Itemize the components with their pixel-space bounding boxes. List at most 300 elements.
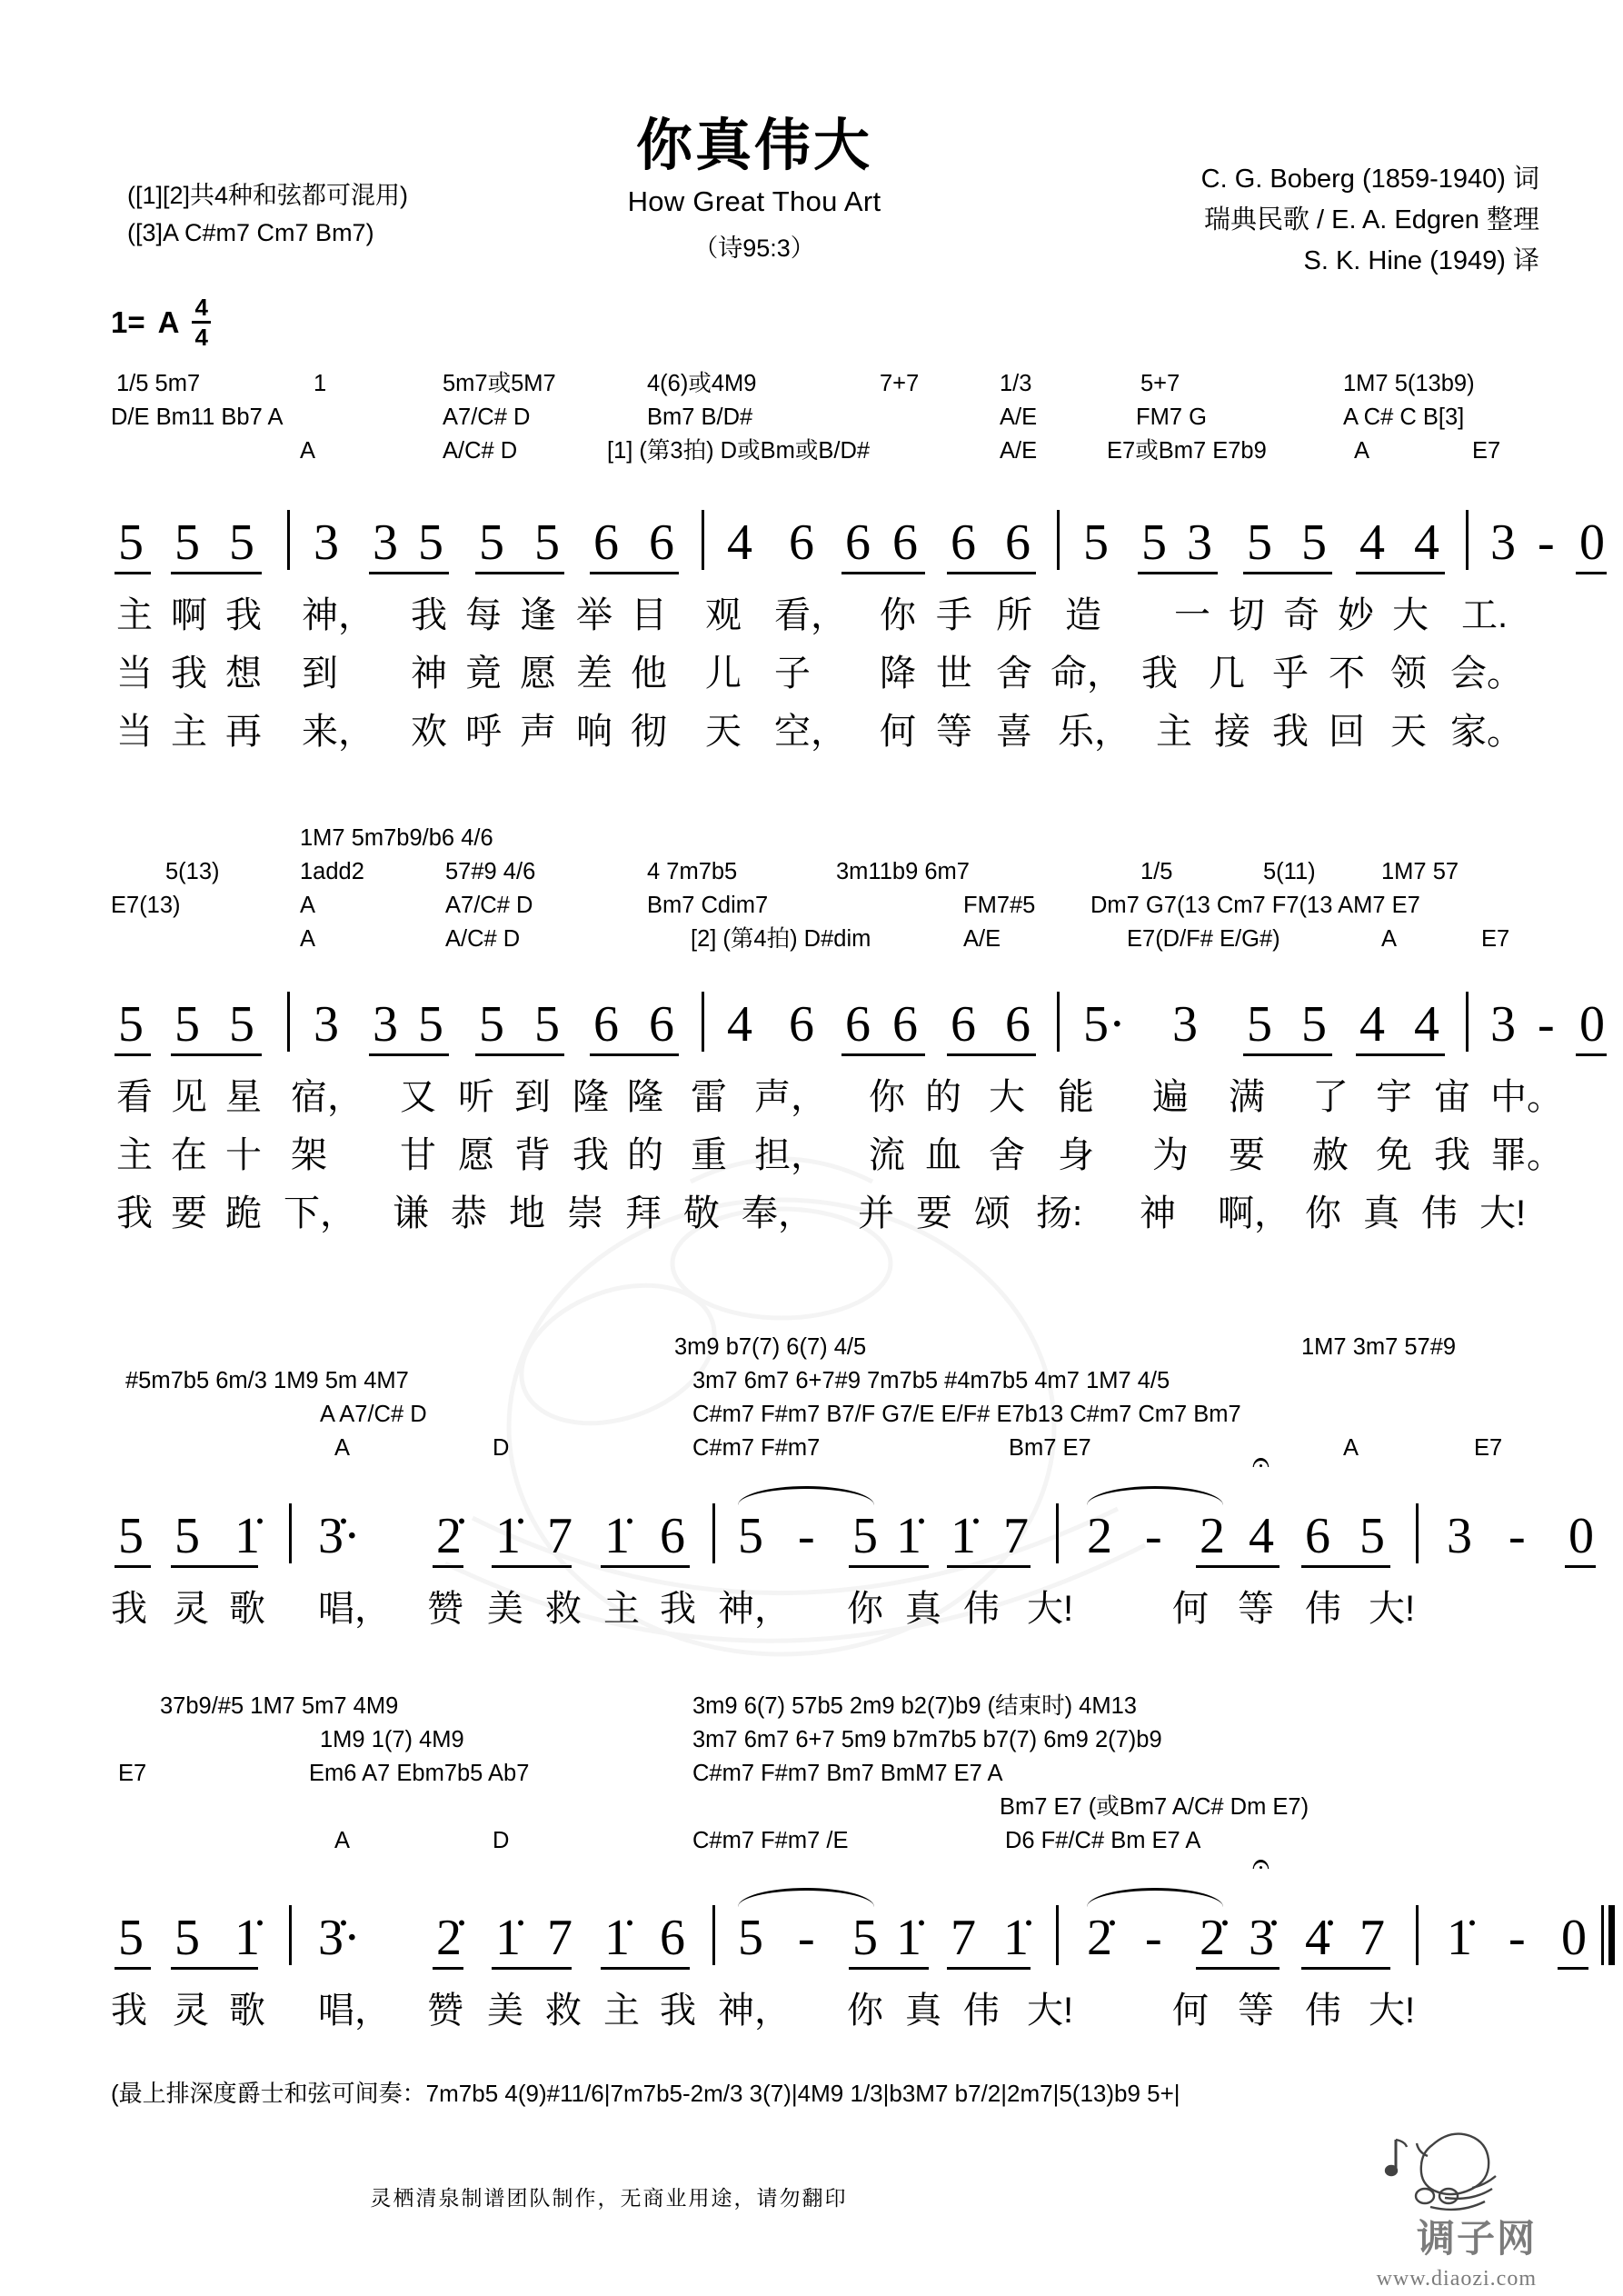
melody-note: 5 bbox=[852, 1910, 878, 1966]
lyric-char: 儿 bbox=[705, 654, 742, 694]
melody-note: 4 bbox=[1359, 996, 1385, 1053]
lyric-char: 又 bbox=[400, 1077, 436, 1117]
barline bbox=[289, 1503, 292, 1563]
credit-translator: S. K. Hine (1949) 译 bbox=[1303, 245, 1539, 275]
lyric-verse-1 bbox=[0, 586, 1623, 644]
melody-note: 5 bbox=[118, 514, 144, 571]
chord: A bbox=[334, 1828, 351, 1853]
lyric-char: 隆 bbox=[573, 1077, 609, 1117]
lyric-verse-2 bbox=[0, 1126, 1623, 1184]
lyric-char: 大! bbox=[1369, 1589, 1416, 1629]
system-4-chords bbox=[0, 1695, 1623, 1863]
beam bbox=[1356, 572, 1445, 575]
melody-note: 2̇ bbox=[1200, 1910, 1225, 1966]
site-watermark bbox=[1377, 2209, 1537, 2291]
chord: 5(13) bbox=[165, 859, 220, 884]
lyric-char: 恭 bbox=[451, 1193, 487, 1233]
lyric-char: 赞 bbox=[427, 1991, 463, 2031]
lyric-char: 见 bbox=[171, 1077, 207, 1117]
lyric-char: 我 bbox=[573, 1135, 609, 1175]
chord: 1M7 5(13b9) bbox=[1343, 371, 1475, 396]
melody-note: 6 bbox=[593, 514, 619, 571]
system-4-lyrics bbox=[0, 1982, 1623, 2040]
lyric-char: 灵 bbox=[173, 1589, 209, 1629]
system-1-chords bbox=[0, 373, 1623, 474]
lyric-char: 切 bbox=[1229, 595, 1265, 635]
interlude-footnote: (最上排深度爵士和弦可间奏：7m7b5 4(9)#11/6|7m7b5-2m/3 3(7)|4M9 1/3|b3M7 b7/2|2m7|5(13)b9 5+| bbox=[111, 2080, 1180, 2107]
lyric-char: 每 bbox=[465, 595, 502, 635]
melody-note: 6 bbox=[951, 514, 976, 571]
lyric-char: 看 bbox=[116, 1077, 153, 1117]
lyric-char: 妙 bbox=[1338, 595, 1374, 635]
melody-note: 5 bbox=[1301, 996, 1327, 1053]
beam bbox=[115, 1565, 151, 1569]
lyric-char: 地 bbox=[509, 1193, 545, 1233]
title-block bbox=[563, 115, 945, 264]
lyric-char: 所 bbox=[996, 595, 1032, 635]
beam bbox=[1138, 572, 1218, 575]
melody-note: 6 bbox=[660, 1910, 685, 1966]
lyric-char: 欢 bbox=[411, 712, 447, 752]
melody-note: 4̇ bbox=[1305, 1910, 1330, 1966]
production-credit: 灵栖清泉制谱团队制作，无商业用途，请勿翻印 bbox=[370, 2187, 848, 2210]
melody-note: 6 bbox=[789, 514, 814, 571]
melody-note: 1̇ bbox=[495, 1910, 521, 1966]
lyric-char: 能 bbox=[1058, 1077, 1094, 1117]
lyric-char: 神， bbox=[302, 595, 374, 635]
melody-note: 4 bbox=[727, 996, 752, 1053]
lyric-char: 差 bbox=[576, 654, 612, 694]
melody-note: 1̇ bbox=[234, 1508, 260, 1564]
chord: 4(6)或4M9 bbox=[647, 371, 757, 396]
lyric-char: 舍 bbox=[996, 654, 1032, 694]
lyric-char: 主 bbox=[116, 1135, 153, 1175]
chord: 1M7 57 bbox=[1381, 859, 1459, 884]
scripture-reference: （诗95:3） bbox=[693, 235, 815, 262]
beam bbox=[1558, 1967, 1588, 1971]
lyric-char: 赞 bbox=[427, 1589, 463, 1629]
barline bbox=[287, 992, 290, 1052]
lyric-char: 的 bbox=[627, 1135, 663, 1175]
melody-note: 3̇· bbox=[318, 1508, 361, 1564]
beam bbox=[590, 1053, 679, 1057]
chord: 3m11b9 6m7 bbox=[836, 859, 970, 884]
site-name: 调子网 bbox=[1416, 2219, 1537, 2261]
melody-note: 6 bbox=[1305, 1508, 1330, 1564]
lyric-char: 奉， bbox=[742, 1193, 814, 1233]
melody-note: 5 bbox=[1141, 514, 1167, 571]
chord: 5+7 bbox=[1140, 371, 1180, 396]
lyric-char: 主 bbox=[1156, 712, 1192, 752]
lyric-char: 乐， bbox=[1058, 712, 1130, 752]
beam bbox=[1243, 1053, 1332, 1057]
chord: E7 bbox=[1474, 1435, 1503, 1461]
chord-note-line-1: ([1][2]共4种和弦都可混用) bbox=[127, 182, 409, 209]
time-signature-numerator: 4 bbox=[192, 295, 210, 324]
lyric-char: 造 bbox=[1065, 595, 1101, 635]
melody-note: - bbox=[1508, 1910, 1526, 1966]
lyric-char: 降 bbox=[880, 654, 916, 694]
chord: 5(11) bbox=[1263, 859, 1316, 884]
chord: A/C# D bbox=[445, 926, 521, 952]
melody-note: - bbox=[798, 1910, 815, 1966]
chord: Bm7 E7 (或Bm7 A/C# Dm E7) bbox=[1000, 1794, 1309, 1820]
barline bbox=[289, 1905, 292, 1965]
fermata-icon: 𝄐 bbox=[1252, 1847, 1270, 1882]
melody-note: 7 bbox=[951, 1910, 976, 1966]
chord: Em6 A7 Ebm7b5 Ab7 bbox=[309, 1761, 530, 1786]
chord: E7 bbox=[1472, 438, 1501, 464]
melody-note: 3 bbox=[314, 996, 339, 1053]
chord: A bbox=[300, 893, 316, 918]
lyric-char: 跪 bbox=[225, 1193, 262, 1233]
chord: A/E bbox=[963, 926, 1001, 952]
barline bbox=[1466, 510, 1469, 570]
lyric-verse-1 bbox=[0, 1982, 1623, 2040]
lyric-char: 担， bbox=[754, 1135, 827, 1175]
lyric-char: 神， bbox=[718, 1991, 791, 2031]
chord: D bbox=[493, 1828, 510, 1853]
lyric-char: 主 bbox=[603, 1589, 640, 1629]
lyric-char: 隆 bbox=[627, 1077, 663, 1117]
chord: A A7/C# D bbox=[320, 1402, 427, 1427]
beam bbox=[492, 1565, 572, 1569]
lyric-char: 彻 bbox=[631, 712, 667, 752]
chord: A/E bbox=[1000, 438, 1038, 464]
time-signature-denominator: 4 bbox=[194, 324, 208, 351]
lyric-char: 我 bbox=[111, 1991, 147, 2031]
barline bbox=[702, 510, 704, 570]
melody-note: 6 bbox=[660, 1508, 685, 1564]
chord: A bbox=[1354, 438, 1370, 464]
chord: 1M9 1(7) 4M9 bbox=[320, 1727, 464, 1752]
beam bbox=[1301, 1967, 1390, 1971]
beam bbox=[171, 1565, 258, 1569]
melody-note: 6 bbox=[789, 996, 814, 1053]
lyric-char: 颂 bbox=[974, 1193, 1011, 1233]
chord: FM7#5 bbox=[963, 893, 1036, 918]
beam bbox=[475, 1053, 564, 1057]
melody-note: 5 bbox=[534, 996, 560, 1053]
melody-note: 5 bbox=[1301, 514, 1327, 571]
lyric-char: 真 bbox=[905, 1991, 941, 2031]
melody-note: - bbox=[1538, 514, 1555, 571]
melody-note: 5 bbox=[174, 1910, 200, 1966]
chord-row-lower bbox=[0, 1437, 1623, 1471]
lyric-char: 接 bbox=[1214, 712, 1250, 752]
chord-row-middle bbox=[0, 894, 1623, 928]
chord-row-top bbox=[0, 1695, 1623, 1729]
lyric-char: 主 bbox=[171, 712, 207, 752]
lyric-char: 主 bbox=[116, 595, 153, 635]
chord: 1/5 5m7 bbox=[116, 371, 201, 396]
slur bbox=[738, 1486, 874, 1505]
melody-note: 6 bbox=[892, 996, 918, 1053]
chord: 57#9 4/6 bbox=[445, 859, 536, 884]
melody-note: 6 bbox=[649, 996, 674, 1053]
key-value: A bbox=[157, 304, 180, 339]
chord: 1/5 bbox=[1140, 859, 1173, 884]
lyric-char: 在 bbox=[171, 1135, 207, 1175]
melody-note: 5 bbox=[1083, 514, 1109, 571]
lyric-char: 我 bbox=[1434, 1135, 1470, 1175]
beam bbox=[369, 1053, 449, 1057]
beam bbox=[947, 1565, 1031, 1569]
melody-note: 5 bbox=[1359, 1508, 1385, 1564]
lyric-char: 啊， bbox=[1218, 1193, 1290, 1233]
lyric-char: 伟 bbox=[1421, 1193, 1458, 1233]
melody-note: - bbox=[1145, 1508, 1162, 1564]
beam bbox=[433, 1967, 463, 1971]
chord: 1 bbox=[314, 371, 327, 396]
lyric-char: 大 bbox=[1392, 595, 1429, 635]
melody-note: 3 bbox=[314, 514, 339, 571]
melody-note: 6 bbox=[951, 996, 976, 1053]
slur bbox=[1087, 1888, 1223, 1907]
melody-note: 5· bbox=[1083, 996, 1126, 1053]
melody-note: 2 bbox=[1087, 1508, 1112, 1564]
melody-note: 5 bbox=[118, 1910, 144, 1966]
chord: 4 7m7b5 bbox=[647, 859, 738, 884]
lyric-char: 神， bbox=[718, 1589, 791, 1629]
lyric-char: 伟 bbox=[963, 1991, 1000, 2031]
lyric-char: 扬: bbox=[1036, 1193, 1083, 1233]
barline bbox=[1056, 1905, 1059, 1965]
lyric-char: 我 bbox=[660, 1589, 696, 1629]
lyric-char: 大! bbox=[1027, 1991, 1074, 2031]
melody-note: 4 bbox=[727, 514, 752, 571]
melody-note: 2̇ bbox=[436, 1508, 462, 1564]
lyric-char: 要 bbox=[171, 1193, 207, 1233]
chord: [1] (第3拍) D或Bm或B/D# bbox=[607, 438, 871, 464]
barline bbox=[1057, 510, 1060, 570]
melody-note: 5 bbox=[852, 1508, 878, 1564]
melody-note: 5 bbox=[174, 514, 200, 571]
lyric-char: 到 bbox=[514, 1077, 551, 1117]
chord: A bbox=[1381, 926, 1398, 952]
system-2-chords bbox=[0, 827, 1623, 962]
lyric-char: 工. bbox=[1461, 595, 1508, 635]
lyric-char: 不 bbox=[1329, 654, 1365, 694]
melody-note: 2̇ bbox=[1087, 1910, 1112, 1966]
beam bbox=[849, 1967, 929, 1971]
lyric-char: 天 bbox=[705, 712, 742, 752]
lyric-char: 真 bbox=[1363, 1193, 1399, 1233]
melody-note: - bbox=[1145, 1910, 1162, 1966]
lyric-char: 何 bbox=[1172, 1589, 1209, 1629]
lyric-char: 领 bbox=[1390, 654, 1427, 694]
melody-note: 6 bbox=[1005, 996, 1031, 1053]
melody-note: 6 bbox=[649, 514, 674, 571]
chord-row-upper bbox=[0, 373, 1623, 406]
lyric-char: 满 bbox=[1229, 1077, 1265, 1117]
lyric-char: 乎 bbox=[1272, 654, 1309, 694]
chord: A bbox=[1343, 1435, 1359, 1461]
melody-note: 1̇ bbox=[1003, 1910, 1029, 1966]
beam bbox=[601, 1967, 690, 1971]
chord: #5m7b5 6m/3 1M9 5m 4M7 bbox=[125, 1368, 409, 1393]
melody-note: 3 bbox=[373, 996, 398, 1053]
lyric-char: 宙 bbox=[1434, 1077, 1470, 1117]
beam bbox=[947, 1053, 1036, 1057]
melody-note: - bbox=[1508, 1508, 1526, 1564]
lyric-char: 等 bbox=[1238, 1991, 1274, 2031]
lyric-char: 崇 bbox=[567, 1193, 603, 1233]
lyric-char: 中。 bbox=[1490, 1077, 1563, 1117]
lyric-char: 救 bbox=[545, 1991, 582, 2031]
chord-row-lower bbox=[0, 440, 1623, 474]
lyric-char: 宿， bbox=[291, 1077, 363, 1117]
beam bbox=[115, 572, 151, 575]
beam bbox=[947, 1967, 1031, 1971]
lyric-char: 到 bbox=[302, 654, 338, 694]
beam bbox=[1576, 1053, 1607, 1057]
melody-note: 5 bbox=[738, 1508, 763, 1564]
beam bbox=[849, 1565, 929, 1569]
lyric-char: 伟 bbox=[1305, 1589, 1341, 1629]
beam bbox=[1243, 572, 1332, 575]
lyric-char: 几 bbox=[1209, 654, 1245, 694]
melody-note: 5 bbox=[534, 514, 560, 571]
beam bbox=[171, 1967, 258, 1971]
lyric-char: 神 bbox=[411, 654, 447, 694]
melody-note: 1̇ bbox=[951, 1508, 976, 1564]
fermata-icon: 𝄐 bbox=[1252, 1445, 1270, 1480]
chord-row-middle bbox=[0, 1762, 1623, 1796]
chord-note-line-2: ([3]A C#m7 Cm7 Bm7) bbox=[127, 219, 374, 247]
melody-note: 3̇ bbox=[1249, 1910, 1274, 1966]
lyric-char: 的 bbox=[925, 1077, 961, 1117]
lyric-char: 救 bbox=[545, 1589, 582, 1629]
lyric-char: 逢 bbox=[520, 595, 556, 635]
lyric-char: 他 bbox=[631, 654, 667, 694]
lyric-char: 灵 bbox=[173, 1991, 209, 2031]
chord-row-alt bbox=[0, 1796, 1623, 1830]
beam bbox=[601, 1565, 690, 1569]
lyric-char: 重 bbox=[691, 1135, 727, 1175]
barline bbox=[702, 992, 704, 1052]
lyric-char: 敬 bbox=[683, 1193, 720, 1233]
melody-note: 1̇ bbox=[1447, 1910, 1472, 1966]
page-subtitle: How Great Thou Art bbox=[627, 185, 881, 217]
melody-note: 6 bbox=[892, 514, 918, 571]
lyric-char: 喜 bbox=[996, 712, 1032, 752]
melody-note: 1̇ bbox=[896, 1508, 921, 1564]
melody-note: 5 bbox=[418, 514, 443, 571]
lyric-char: 背 bbox=[514, 1135, 551, 1175]
lyric-verse-1 bbox=[0, 1068, 1623, 1126]
barline bbox=[1416, 1503, 1419, 1563]
chord: Bm7 Cdim7 bbox=[647, 893, 769, 918]
lyric-char: 想 bbox=[225, 654, 262, 694]
lyric-verse-2 bbox=[0, 644, 1623, 703]
lyric-char: 赦 bbox=[1312, 1135, 1349, 1175]
melody-note: 7 bbox=[547, 1508, 573, 1564]
lyric-char: 身 bbox=[1058, 1135, 1094, 1175]
beam bbox=[171, 572, 262, 575]
lyric-char: 甘 bbox=[400, 1135, 436, 1175]
lyric-char: 举 bbox=[576, 595, 612, 635]
lyric-char: 美 bbox=[487, 1589, 523, 1629]
melody-note: 7 bbox=[1359, 1910, 1385, 1966]
lyric-char: 我 bbox=[1141, 654, 1178, 694]
barline bbox=[1466, 992, 1469, 1052]
lyric-char: 天 bbox=[1390, 712, 1427, 752]
lyric-char: 下， bbox=[284, 1193, 356, 1233]
lyric-char: 唱， bbox=[318, 1589, 391, 1629]
lyric-char: 我 bbox=[225, 595, 262, 635]
lyric-char: 宇 bbox=[1376, 1077, 1412, 1117]
chord: Dm7 G7(13 Cm7 F7(13 AM7 E7 bbox=[1090, 893, 1420, 918]
chord-usage-note bbox=[127, 177, 408, 252]
lyric-char: 我 bbox=[411, 595, 447, 635]
melody-note: 7 bbox=[547, 1910, 573, 1966]
beam bbox=[492, 1967, 572, 1971]
chord: A/E bbox=[1000, 404, 1038, 430]
melody-note: 7 bbox=[1003, 1508, 1029, 1564]
lyric-char: 真 bbox=[905, 1589, 941, 1629]
barline bbox=[287, 510, 290, 570]
system-4-melody bbox=[0, 1847, 1623, 1966]
lyric-char: 你 bbox=[869, 1077, 905, 1117]
final-barline bbox=[1601, 1905, 1604, 1965]
lyric-char: 我 bbox=[660, 1991, 696, 2031]
melody-note: 3 bbox=[1187, 514, 1212, 571]
chord-row-middle bbox=[0, 406, 1623, 440]
chord: 37b9/#5 1M7 5m7 4M9 bbox=[160, 1693, 399, 1719]
lyric-char: 手 bbox=[936, 595, 972, 635]
slur bbox=[1087, 1486, 1223, 1505]
melody-note: 4 bbox=[1359, 514, 1385, 571]
melody-note: 5 bbox=[229, 996, 254, 1053]
lyric-char: 大! bbox=[1027, 1589, 1074, 1629]
chord: A/C# D bbox=[443, 438, 518, 464]
lyric-char: 雷 bbox=[691, 1077, 727, 1117]
melody-note: 5 bbox=[118, 996, 144, 1053]
lyric-char: 声， bbox=[754, 1077, 827, 1117]
time-signature bbox=[192, 295, 210, 349]
lyric-char: 当 bbox=[116, 654, 153, 694]
melody-note: 6 bbox=[845, 514, 871, 571]
melody-note: 3 bbox=[373, 514, 398, 571]
credit-composer: 瑞典民歌 / E. A. Edgren 整理 bbox=[1203, 205, 1539, 235]
barline bbox=[712, 1905, 715, 1965]
lyric-char: 等 bbox=[936, 712, 972, 752]
lyric-char: 何 bbox=[1172, 1991, 1209, 2031]
beam bbox=[369, 572, 449, 575]
chord-row-upper bbox=[0, 1370, 1623, 1403]
site-url: www.diaozi.com bbox=[1376, 2267, 1537, 2291]
lyric-char: 我 bbox=[171, 654, 207, 694]
lyric-char: 神 bbox=[1140, 1193, 1176, 1233]
chord: 1add2 bbox=[300, 859, 364, 884]
system-1-lyrics bbox=[0, 586, 1623, 761]
beam bbox=[841, 572, 925, 575]
chord: A bbox=[300, 438, 316, 464]
chord: 5m7或5M7 bbox=[443, 371, 556, 396]
lyric-char: 一 bbox=[1174, 595, 1210, 635]
lyric-char: 愿 bbox=[458, 1135, 494, 1175]
lyric-char: 会。 bbox=[1450, 654, 1523, 694]
lyric-char: 免 bbox=[1376, 1135, 1412, 1175]
melody-note: 3 bbox=[1447, 1508, 1472, 1564]
melody-note: 5 bbox=[174, 996, 200, 1053]
melody-note: 1̇ bbox=[896, 1910, 921, 1966]
chord: A7/C# D bbox=[443, 404, 531, 430]
barline bbox=[712, 1503, 715, 1563]
melody-note: 5 bbox=[479, 996, 504, 1053]
lyric-char: 为 bbox=[1152, 1135, 1189, 1175]
